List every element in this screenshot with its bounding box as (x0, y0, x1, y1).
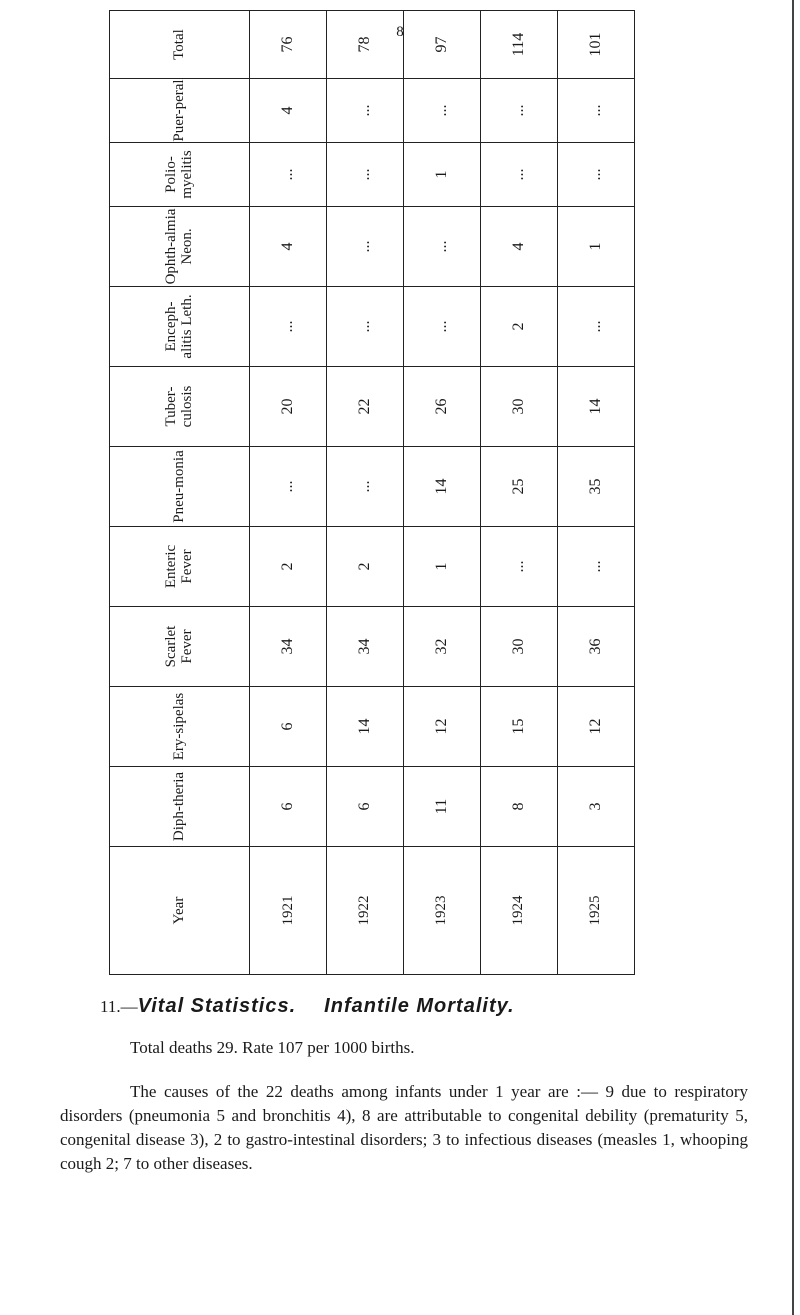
cell-value: ... (481, 527, 558, 607)
cell-value: ... (250, 447, 327, 527)
cell-value: 14 (404, 447, 481, 527)
table-row (404, 11, 481, 975)
cell-value: 12 (558, 687, 635, 767)
cell-value: 4 (481, 207, 558, 287)
section-title: Vital Statistics. (137, 995, 297, 1017)
table-row (327, 11, 404, 975)
cell-value: 30 (481, 367, 558, 447)
cell-value: ... (327, 143, 404, 207)
cell-value: ... (558, 143, 635, 207)
header-total: Total (110, 11, 250, 79)
section-subtitle: Infantile Mortality. (324, 995, 515, 1017)
cell-value: 3 (558, 767, 635, 847)
cell-value: 6 (250, 687, 327, 767)
cell-value: 22 (327, 367, 404, 447)
cell-value: 6 (250, 767, 327, 847)
total-deaths-summary: Total deaths 29. Rate 107 per 1000 births. (130, 1038, 415, 1057)
header-pneumonia: Pneu-monia (110, 447, 250, 527)
cell-value: 34 (327, 607, 404, 687)
header-enteric-fever: Enteric Fever (110, 527, 250, 607)
cell-year: 1921 (250, 847, 327, 975)
cell-value: 20 (250, 367, 327, 447)
cell-value: 26 (404, 367, 481, 447)
cell-total: 97 (404, 11, 481, 79)
cell-value: 2 (327, 527, 404, 607)
cell-value: 34 (250, 607, 327, 687)
cell-value: ... (327, 79, 404, 143)
page-number: 8 (396, 24, 404, 40)
cell-value: ... (558, 287, 635, 367)
cell-total: 78 (327, 11, 404, 79)
cell-year: 1925 (558, 847, 635, 975)
cell-value: ... (558, 79, 635, 143)
cell-value: 1 (404, 527, 481, 607)
section-caption (100, 995, 740, 1018)
cell-value: ... (250, 143, 327, 207)
notifiable-diseases-table (109, 10, 635, 975)
cell-value: ... (404, 207, 481, 287)
cell-value: ... (558, 527, 635, 607)
header-ophthalmia: Ophth-almia Neon. (110, 207, 250, 287)
causes-paragraph: The causes of the 22 deaths among infants under 1 year are :— 9 due to respiratory disorders (pneumonia 5 and bronchitis 4), 8 are attributable to congenital debility (prematurity 5, congenital disease 3), 2 to gastro-intestinal disorders; 3 to infectious diseases (measles 1, whooping cough 2; 7 to other diseases. (60, 1082, 748, 1174)
cell-value: 30 (481, 607, 558, 687)
cell-value: 25 (481, 447, 558, 527)
cell-value: 1 (558, 207, 635, 287)
cell-value: ... (404, 79, 481, 143)
cell-value: 15 (481, 687, 558, 767)
cell-value: ... (404, 287, 481, 367)
cell-value: ... (481, 79, 558, 143)
cell-value: ... (327, 207, 404, 287)
cell-value: 35 (558, 447, 635, 527)
notifiable-diseases-table-wrapper (109, 29, 635, 975)
cell-value: 14 (558, 367, 635, 447)
cell-value: 2 (250, 527, 327, 607)
table-row (558, 11, 635, 975)
page-edge-line (792, 0, 794, 1315)
cell-value: 14 (327, 687, 404, 767)
cell-value: 12 (404, 687, 481, 767)
cell-value: 11 (404, 767, 481, 847)
cell-value: 4 (250, 207, 327, 287)
table-header-row (110, 11, 250, 975)
header-erysipelas: Ery-sipelas (110, 687, 250, 767)
table-row (250, 11, 327, 975)
cell-value: 2 (481, 287, 558, 367)
header-encephalitis: Enceph-alitis Leth. (110, 287, 250, 367)
table-row (481, 11, 558, 975)
cell-total: 76 (250, 11, 327, 79)
cell-value: 4 (250, 79, 327, 143)
header-poliomyelitis: Polio-myelitis (110, 143, 250, 207)
header-tuberculosis: Tuber-culosis (110, 367, 250, 447)
header-year: Year (110, 847, 250, 975)
header-scarlet-fever: Scarlet Fever (110, 607, 250, 687)
cell-value: 36 (558, 607, 635, 687)
cell-value: 8 (481, 767, 558, 847)
cell-total: 101 (558, 11, 635, 79)
cell-total: 114 (481, 11, 558, 79)
header-diphtheria: Diph-theria (110, 767, 250, 847)
cell-value: ... (327, 287, 404, 367)
section-number: 11.— (100, 997, 138, 1016)
header-puerperal: Puer-peral (110, 79, 250, 143)
cell-year: 1924 (481, 847, 558, 975)
cell-value: ... (250, 287, 327, 367)
cell-year: 1923 (404, 847, 481, 975)
cell-value: 6 (327, 767, 404, 847)
cell-value: 1 (404, 143, 481, 207)
cell-value: ... (481, 143, 558, 207)
cell-value: 32 (404, 607, 481, 687)
cell-value: ... (327, 447, 404, 527)
cell-year: 1922 (327, 847, 404, 975)
